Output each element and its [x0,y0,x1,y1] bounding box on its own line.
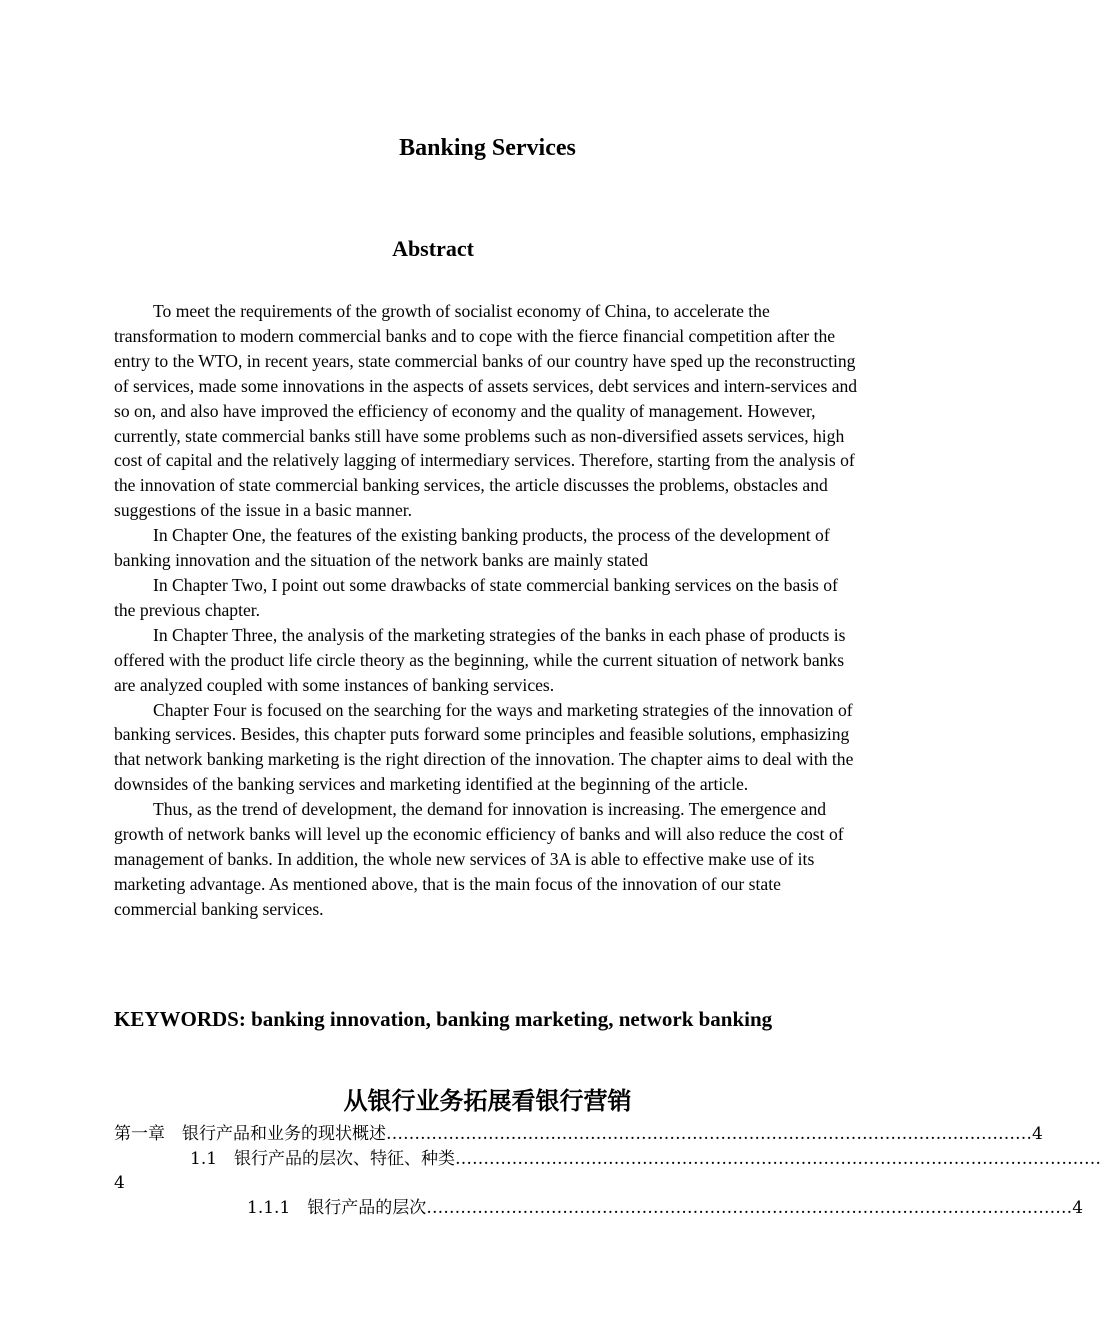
toc-entry-page: 4 [1072,1197,1084,1218]
keywords-line: KEYWORDS: banking innovation, banking marketing, network banking [114,1007,773,1031]
abstract-paragraph: Chapter Four is focused on the searching for the ways and marketing strategies of the innovation of banking services. Besides, this chapter puts forward some principles and feasible solutions, emphasizing that network banking marketing is the right direction of the innovation. The chapter aims to deal with the downsides of the banking services and marketing identified at the beginning of the article. [114,699,854,795]
toc-entry-page: 4 [1032,1124,1043,1144]
toc-leader-dots: …………………………………………………………………………………………………… [426,1197,1073,1218]
toc-entry-page: 4 [114,1173,125,1194]
abstract-heading: Abstract [392,236,474,261]
toc-entry[interactable] [114,1122,1043,1147]
toc-leader-dots: …………………………………………………………………………………………………… [455,1148,1101,1169]
toc-entry[interactable] [114,1196,1084,1221]
abstract-paragraph: In Chapter Two, I point out some drawbacks of state commercial banking services on the basis of the previous chapter. [114,574,838,620]
abstract-paragraph: Thus, as the trend of development, the demand for innovation is increasing. The emergence and growth of network banks will level up the economic efficiency of banks and will also reduce the cost of management of banks. In addition, the whole new services of 3A is able to effective make use of its marketing advantage. As mentioned above, that is the main focus of the innovation of our state commercial banking services. [114,799,844,919]
toc-leader-dots: …………………………………………………………………………………………………… [386,1124,1032,1144]
table-of-contents [114,1122,1101,1220]
toc-entry[interactable] [114,1147,1101,1172]
abstract-body [114,299,862,922]
toc-entry-label: 1.1.1 银行产品的层次 [247,1197,427,1218]
abstract-paragraph: In Chapter Three, the analysis of the marketing strategies of the banks in each phase of products is offered with the product life circle theory as the beginning, while the current situation of network banks are analyzed coupled with some instances of banking services. [114,624,846,695]
abstract-paragraph: In Chapter One, the features of the existing banking products, the process of the development of banking innovation and the situation of the network banks are mainly stated [114,525,830,571]
chinese-title: 从银行业务拓展看银行营销 [343,1087,632,1115]
toc-entry-label: 第一章 银行产品和业务的现状概述 [114,1124,386,1144]
abstract-paragraph: To meet the requirements of the growth of socialist economy of China, to accelerate the transformation to modern commercial banks and to cope with the fierce financial competition after the entry to the WTO, in recent years, state commercial banks of our country have sped up the reconstructing of services, made some innovations in the aspects of assets services, debt services and intern-services and so on, and also have improved the efficiency of economy and the quality of management. However, currently, state commercial banks still have some problems such as non-diversified assets services, high cost of capital and the relatively lagging of intermediary services. Therefore, starting from the analysis of the innovation of state commercial banking services, the article discusses the problems, obstacles and suggestions of the issue in a basic manner. [114,301,858,521]
document-title: Banking Services [399,135,576,161]
toc-entry-label: 1.1 银行产品的层次、特征、种类 [190,1148,456,1169]
